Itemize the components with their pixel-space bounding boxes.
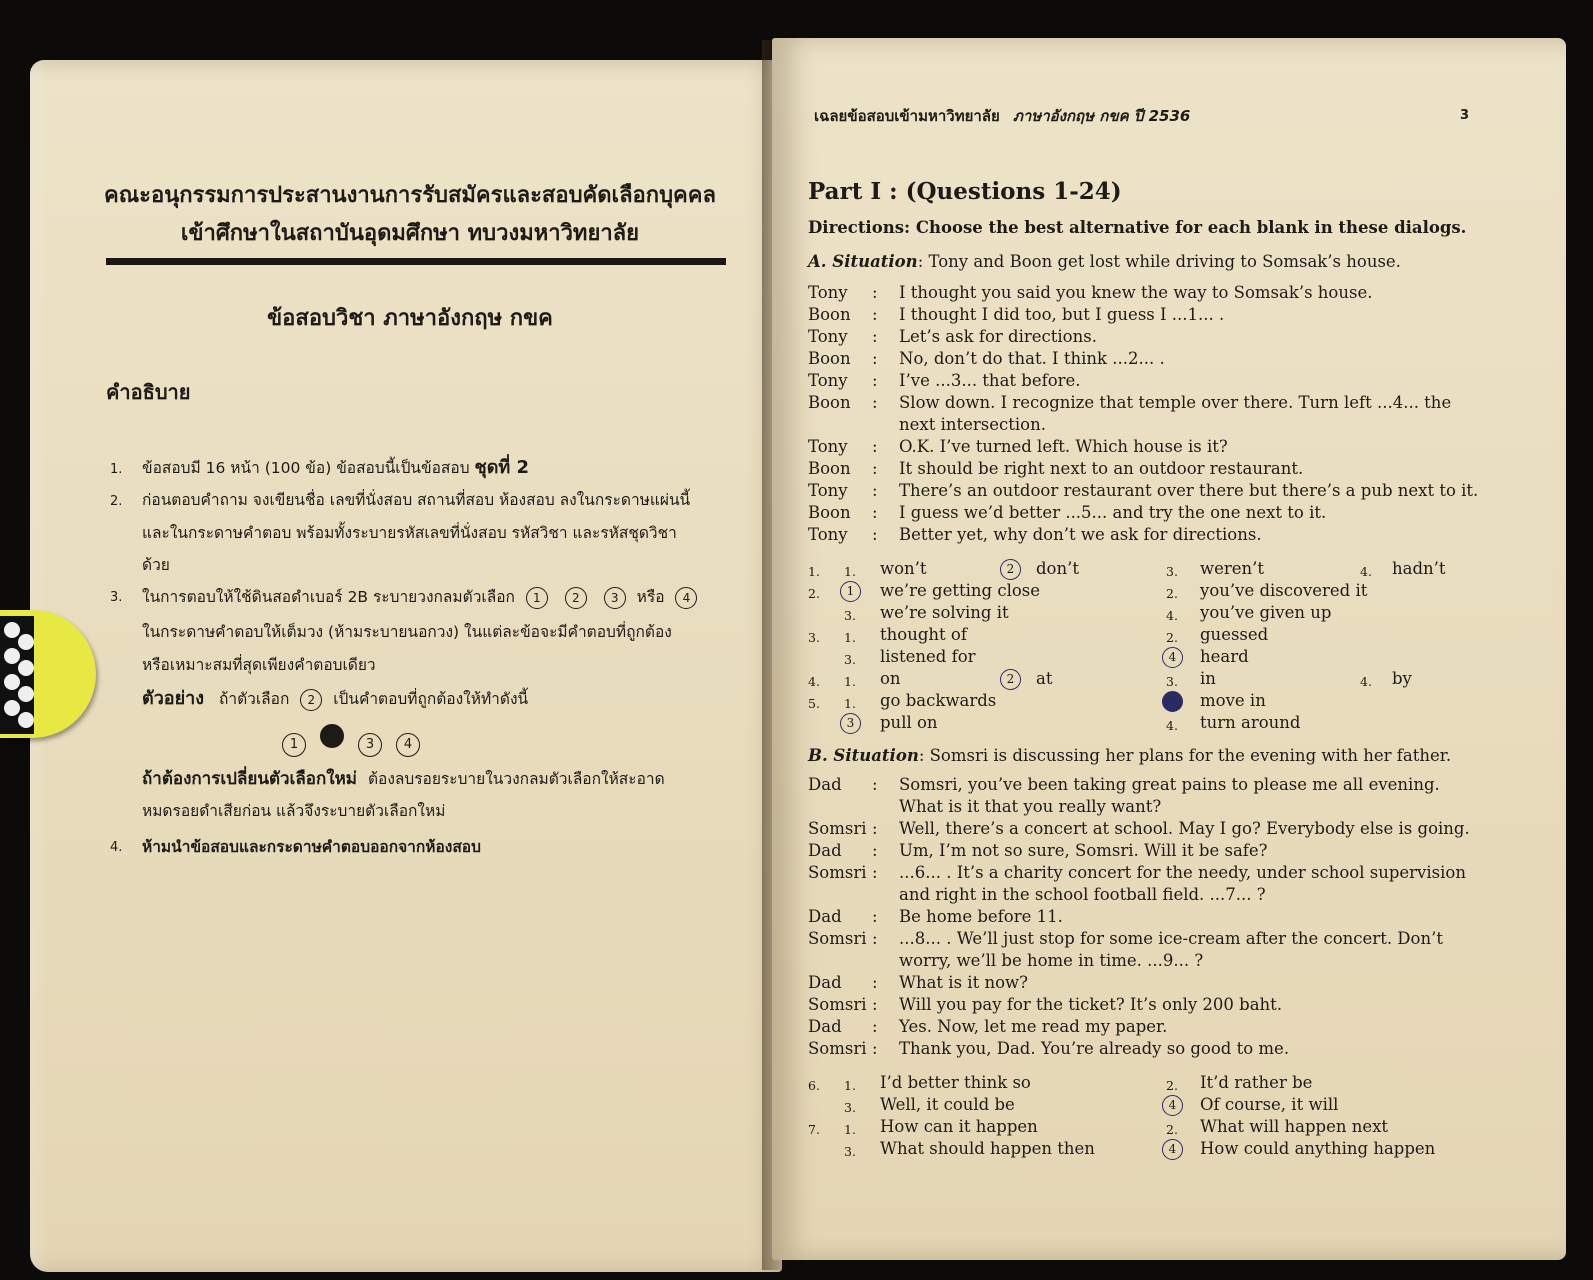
bookmark-dot bbox=[4, 622, 20, 638]
answer-choice-circled: 4 bbox=[1162, 1095, 1183, 1116]
dialog-colon: : bbox=[872, 305, 878, 324]
dialog-colon: : bbox=[872, 841, 878, 860]
choice-circle: 3 bbox=[604, 587, 626, 609]
choice-circle: 1 bbox=[526, 587, 548, 609]
choice-circle: 4 bbox=[675, 587, 697, 609]
choice-text: won’t bbox=[880, 559, 927, 578]
dialog-speaker: Boon bbox=[808, 459, 851, 478]
choice-text: What should happen then bbox=[880, 1139, 1095, 1158]
answer-choice-circled: 1 bbox=[840, 581, 861, 602]
choice-text: Well, it could be bbox=[880, 1095, 1015, 1114]
bookmark-dot-strip bbox=[0, 616, 34, 734]
dialog-colon: : bbox=[872, 283, 878, 302]
dialog-line: Yes. Now, let me read my paper. bbox=[899, 1017, 1168, 1036]
bookmark-dot bbox=[18, 712, 34, 728]
dialog-line-continued: What is it that you really want? bbox=[899, 797, 1162, 816]
question-number: 7. bbox=[808, 1122, 820, 1137]
dialog-colon: : bbox=[872, 907, 878, 926]
dialog-line: Let’s ask for directions. bbox=[899, 327, 1097, 346]
choice-text: on bbox=[880, 669, 901, 688]
answer-choice-circled: 2 bbox=[1000, 669, 1021, 690]
instruction-2-line-3: ด้วย bbox=[142, 556, 170, 574]
dialog-line: I thought you said you knew the way to Somsak’s house. bbox=[899, 283, 1373, 302]
instruction-2-line-2: และในกระดาษคำตอบ พร้อมทั้งระบายรหัสเลขที่นั่งสอบ รหัสวิชา และรหัสชุดวิชา bbox=[142, 524, 677, 542]
choice-number: 1. bbox=[844, 630, 856, 645]
choice-number: 2. bbox=[1166, 586, 1178, 601]
running-head bbox=[814, 104, 1190, 128]
situation-a-text: : Tony and Boon get lost while driving to Somsak’s house. bbox=[917, 252, 1401, 271]
directions-label: Directions bbox=[808, 218, 904, 237]
dialog-line: No, don’t do that. I think ...2... . bbox=[899, 349, 1165, 368]
dialog-speaker: Somsri bbox=[808, 995, 867, 1014]
instruction-4: ห้ามนำข้อสอบและกระดาษคำตอบออกจากห้องสอบ bbox=[142, 838, 481, 856]
bookmark-dot bbox=[18, 634, 34, 650]
instruction-number: 3. bbox=[110, 590, 123, 605]
dialog-line: O.K. I’ve turned left. Which house is it? bbox=[899, 437, 1228, 456]
dialog-colon: : bbox=[872, 393, 878, 412]
example-bubble-row bbox=[282, 724, 434, 757]
answer-bubble: 3 bbox=[358, 733, 382, 757]
choice-number: 2. bbox=[1166, 1078, 1178, 1093]
dialog-speaker: Boon bbox=[808, 393, 851, 412]
page-number: 3 bbox=[1460, 108, 1470, 123]
choice-text: go backwards bbox=[880, 691, 997, 710]
situation-a bbox=[808, 252, 1401, 271]
answer-bubble: 4 bbox=[396, 733, 420, 757]
dialog-speaker: Tony bbox=[808, 327, 848, 346]
part-title: Part I : (Questions 1-24) bbox=[808, 178, 1122, 205]
dialog-line: Thank you, Dad. You’re already so good to me. bbox=[899, 1039, 1290, 1058]
choice-number: 3. bbox=[1166, 564, 1178, 579]
dialog-speaker: Tony bbox=[808, 437, 848, 456]
set-number: ชุดที่ 2 bbox=[474, 457, 530, 478]
committee-heading-line-2: เข้าศึกษาในสถาบันอุดมศึกษา ทบวงมหาวิทยาลัย bbox=[180, 221, 640, 246]
choice-text: we’re getting close bbox=[880, 581, 1041, 600]
instruction-1 bbox=[142, 453, 529, 483]
dialog-speaker: Dad bbox=[808, 841, 842, 860]
dialog-line: Well, there’s a concert at school. May I go? Everybody else is going. bbox=[899, 819, 1470, 838]
instruction-3-line-2: ในกระดาษคำตอบให้เต็มวง (ห้ามระบายนอกวง) ในแต่ละข้อจะมีคำตอบที่ถูกต้อง bbox=[142, 623, 672, 641]
instruction-1-text: ข้อสอบมี 16 หน้า (100 ข้อ) ข้อสอบนี้เป็นข้อสอบ bbox=[142, 459, 470, 477]
dialog-line-continued: and right in the school football field. ...7... ? bbox=[899, 885, 1266, 904]
choice-text: How can it happen bbox=[880, 1117, 1038, 1136]
dialog-colon: : bbox=[872, 525, 878, 544]
choice-number: 1. bbox=[844, 564, 856, 579]
instruction-number: 4. bbox=[110, 840, 123, 855]
question-number: 1. bbox=[808, 564, 820, 579]
dialog-colon: : bbox=[872, 863, 878, 882]
dialog-colon: : bbox=[872, 775, 878, 794]
dialog-colon: : bbox=[872, 1039, 878, 1058]
dialog-line: It should be right next to an outdoor restaurant. bbox=[899, 459, 1304, 478]
running-head-italic: ภาษาอังกฤษ กขค ปี 2536 bbox=[1013, 107, 1191, 125]
question-number: 4. bbox=[808, 674, 820, 689]
choice-text: thought of bbox=[880, 625, 967, 644]
choice-text: pull on bbox=[880, 713, 938, 732]
bookmark-dot bbox=[4, 700, 20, 716]
dialog-speaker: Somsri bbox=[808, 863, 867, 882]
change-answer-line-2: หมดรอยดำเสียก่อน แล้วจึงระบายตัวเลือกใหม่ bbox=[142, 802, 446, 820]
choice-number: 1. bbox=[844, 1122, 856, 1137]
choice-text: you’ve given up bbox=[1200, 603, 1332, 622]
dialog-colon: : bbox=[872, 973, 878, 992]
dialog-line: There’s an outdoor restaurant over there but there’s a pub next to it. bbox=[899, 481, 1479, 500]
bookmark-dot bbox=[18, 660, 34, 676]
instruction-3-line-1 bbox=[142, 582, 703, 612]
question-number: 6. bbox=[808, 1078, 820, 1093]
choice-text: turn around bbox=[1200, 713, 1301, 732]
choice-text: listened for bbox=[880, 647, 976, 666]
question-number: 5. bbox=[808, 696, 820, 711]
bookmark-dot bbox=[4, 648, 20, 664]
dialog-line: What is it now? bbox=[899, 973, 1028, 992]
choice-number: 3. bbox=[844, 1144, 856, 1159]
dialog-colon: : bbox=[872, 995, 878, 1014]
example-text-post: เป็นคำตอบที่ถูกต้องให้ทำดังนี้ bbox=[333, 690, 529, 708]
dialog-speaker: Dad bbox=[808, 907, 842, 926]
example-line bbox=[142, 684, 528, 714]
dialog-colon: : bbox=[872, 459, 878, 478]
dialog-line-continued: worry, we’ll be home in time. ...9... ? bbox=[899, 951, 1204, 970]
choice-text: move in bbox=[1200, 691, 1266, 710]
change-answer-line-1 bbox=[142, 764, 665, 794]
dialog-colon: : bbox=[872, 1017, 878, 1036]
choice-number: 4. bbox=[1360, 674, 1372, 689]
choice-text: at bbox=[1036, 669, 1053, 688]
situation-a-label: A. Situation bbox=[808, 252, 918, 271]
choice-number: 2. bbox=[1166, 1122, 1178, 1137]
choice-text: weren’t bbox=[1200, 559, 1265, 578]
dialog-line-continued: next intersection. bbox=[899, 415, 1046, 434]
choice-number: 1. bbox=[844, 1078, 856, 1093]
dialog-line: ...8... . We’ll just stop for some ice-cream after the concert. Don’t bbox=[899, 929, 1443, 948]
committee-heading-line-1: คณะอนุกรรมการประสานงานการรับสมัครและสอบคัดเลือกบุคคล bbox=[104, 183, 716, 208]
dialog-speaker: Somsri bbox=[808, 929, 867, 948]
dialog-colon: : bbox=[872, 929, 878, 948]
choice-text: What will happen next bbox=[1200, 1117, 1389, 1136]
choice-text: we’re solving it bbox=[880, 603, 1009, 622]
dialog-line: I’ve ...3... that before. bbox=[899, 371, 1081, 390]
choice-circle: 2 bbox=[300, 689, 322, 711]
bookmark-dot bbox=[4, 674, 20, 690]
choice-text: in bbox=[1200, 669, 1216, 688]
choice-text: guessed bbox=[1200, 625, 1269, 644]
instruction-3-line-3: หรือเหมาะสมที่สุดเพียงคำตอบเดียว bbox=[142, 656, 376, 674]
choice-text: I’d better think so bbox=[880, 1073, 1031, 1092]
dialog-speaker: Dad bbox=[808, 973, 842, 992]
choice-text: It’d rather be bbox=[1200, 1073, 1313, 1092]
choice-number: 1. bbox=[844, 696, 856, 711]
answer-choice-circled: 4 bbox=[1162, 1139, 1183, 1160]
instruction-3-text: ในการตอบให้ใช้ดินสอดำเบอร์ 2B ระบายวงกลมตัวเลือก bbox=[142, 588, 515, 606]
choice-number: 4. bbox=[1360, 564, 1372, 579]
running-head-main: เฉลยข้อสอบเข้ามหาวิทยาลัย bbox=[814, 107, 1000, 125]
dialog-speaker: Somsri bbox=[808, 819, 867, 838]
dialog-line: Slow down. I recognize that temple over there. Turn left ...4... the bbox=[899, 393, 1452, 412]
instruction-2-line-1: ก่อนตอบคำถาม จงเขียนชื่อ เลขที่นั่งสอบ สถานที่สอบ ห้องสอบ ลงในกระดาษแผ่นนี้ bbox=[142, 491, 691, 509]
choice-circle: 2 bbox=[565, 587, 587, 609]
choice-number: 3. bbox=[844, 652, 856, 667]
choice-text: you’ve discovered it bbox=[1200, 581, 1368, 600]
dialog-line: Be home before 11. bbox=[899, 907, 1063, 926]
dialog-line: ...6... . It’s a charity concert for the needy, under school supervision bbox=[899, 863, 1466, 882]
choice-number: 1. bbox=[844, 674, 856, 689]
choice-text: Of course, it will bbox=[1200, 1095, 1339, 1114]
dialog-line: Somsri, you’ve been taking great pains to please me all evening. bbox=[899, 775, 1440, 794]
situation-b bbox=[808, 746, 1451, 765]
dialog-colon: : bbox=[872, 437, 878, 456]
choice-text: don’t bbox=[1036, 559, 1079, 578]
answer-bubble: 1 bbox=[282, 733, 306, 757]
dialog-speaker: Boon bbox=[808, 305, 851, 324]
dialog-speaker: Somsri bbox=[808, 1039, 867, 1058]
dialog-colon: : bbox=[872, 503, 878, 522]
directions bbox=[808, 218, 1466, 237]
choice-number: 3. bbox=[844, 1100, 856, 1115]
dialog-speaker: Dad bbox=[808, 775, 842, 794]
choice-number: 3. bbox=[1166, 674, 1178, 689]
instruction-number: 2. bbox=[110, 494, 123, 509]
answer-choice-circled: 4 bbox=[1162, 647, 1183, 668]
change-answer-bold: ถ้าต้องการเปลี่ยนตัวเลือกใหม่ bbox=[142, 769, 357, 789]
example-text-pre: ถ้าตัวเลือก bbox=[219, 690, 290, 708]
answer-choice-filled: 2 bbox=[1162, 691, 1183, 712]
directions-text: : Choose the best alternative for each blank in these dialogs. bbox=[904, 218, 1467, 237]
situation-b-label: B. Situation bbox=[808, 746, 919, 765]
choice-number: 2. bbox=[1166, 630, 1178, 645]
dialog-line: I thought I did too, but I guess I ...1... . bbox=[899, 305, 1225, 324]
answer-choice-circled: 2 bbox=[1000, 559, 1021, 580]
choice-text: How could anything happen bbox=[1200, 1139, 1436, 1158]
dialog-speaker: Tony bbox=[808, 525, 848, 544]
left-page bbox=[30, 60, 782, 1272]
dialog-speaker: Tony bbox=[808, 481, 848, 500]
description-title: คำอธิบาย bbox=[106, 380, 191, 404]
dialog-line: I guess we’d better ...5... and try the one next to it. bbox=[899, 503, 1327, 522]
dialog-colon: : bbox=[872, 349, 878, 368]
exam-subject-title: ข้อสอบวิชา ภาษาอังกฤษ กขค bbox=[267, 306, 553, 331]
situation-b-text: : Somsri is discussing her plans for the evening with her father. bbox=[918, 746, 1452, 765]
dialog-speaker: Boon bbox=[808, 503, 851, 522]
dialog-colon: : bbox=[872, 371, 878, 390]
question-number: 3. bbox=[808, 630, 820, 645]
dialog-line: Better yet, why don’t we ask for directions. bbox=[899, 525, 1262, 544]
dialog-speaker: Tony bbox=[808, 283, 848, 302]
dialog-colon: : bbox=[872, 327, 878, 346]
choice-number: 4. bbox=[1166, 608, 1178, 623]
dialog-speaker: Dad bbox=[808, 1017, 842, 1036]
choice-text: heard bbox=[1200, 647, 1249, 666]
choice-text: by bbox=[1392, 669, 1412, 688]
answer-choice-circled: 3 bbox=[840, 713, 861, 734]
example-label: ตัวอย่าง bbox=[142, 688, 205, 709]
dialog-line: Um, I’m not so sure, Somsri. Will it be safe? bbox=[899, 841, 1268, 860]
dialog-colon: : bbox=[872, 481, 878, 500]
choice-text: hadn’t bbox=[1392, 559, 1446, 578]
question-number: 2. bbox=[808, 586, 820, 601]
right-page bbox=[772, 38, 1566, 1260]
answer-bubble-filled bbox=[320, 724, 344, 748]
dialog-speaker: Tony bbox=[808, 371, 848, 390]
choice-number: 4. bbox=[1166, 718, 1178, 733]
dialog-speaker: Boon bbox=[808, 349, 851, 368]
dialog-colon: : bbox=[872, 819, 878, 838]
instruction-number: 1. bbox=[110, 462, 123, 477]
heading-rule bbox=[106, 258, 726, 265]
dialog-line: Will you pay for the ticket? It’s only 200 baht. bbox=[899, 995, 1283, 1014]
choice-number: 3. bbox=[844, 608, 856, 623]
change-answer-rest: ต้องลบรอยระบายในวงกลมตัวเลือกให้สะอาด bbox=[367, 770, 665, 788]
bookmark-dot bbox=[18, 686, 34, 702]
or-word: หรือ bbox=[636, 588, 665, 606]
